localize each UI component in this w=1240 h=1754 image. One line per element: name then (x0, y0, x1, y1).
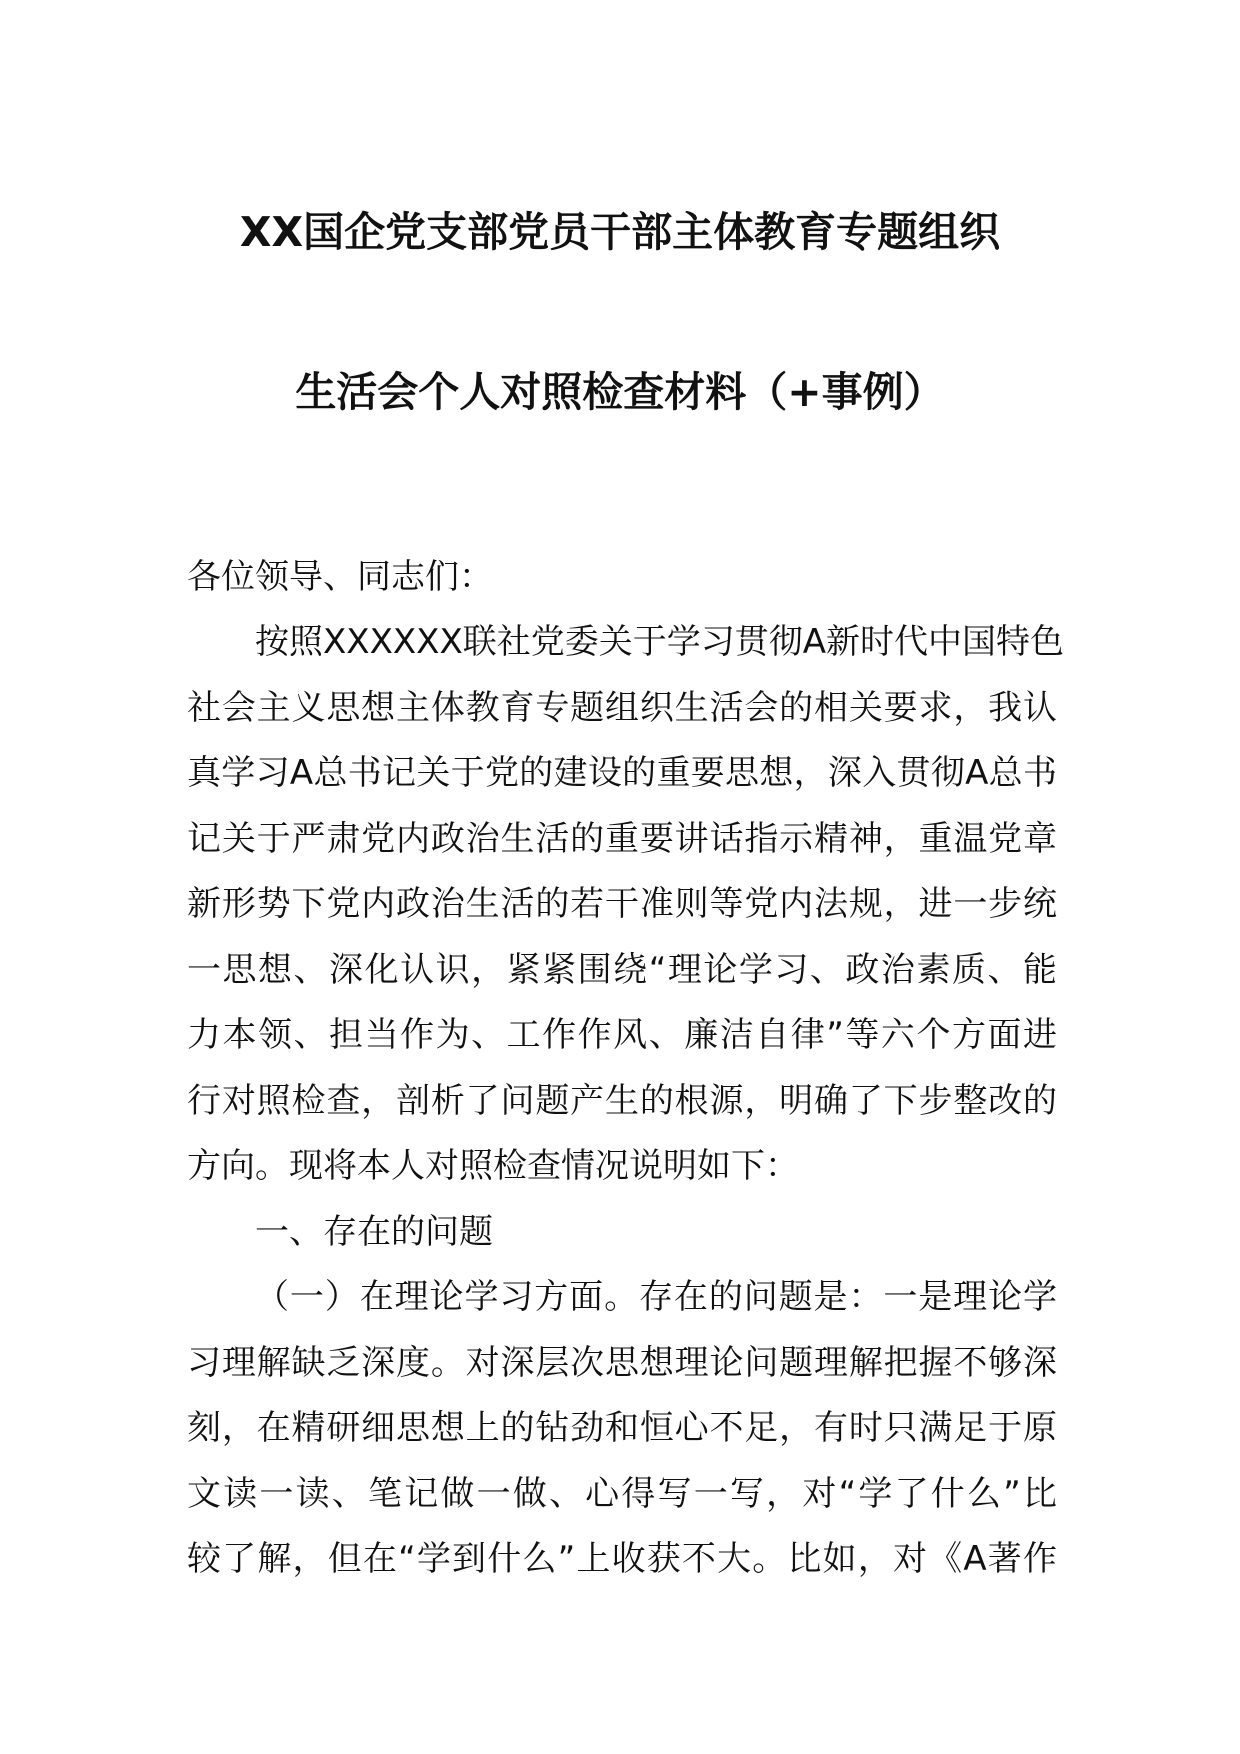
paragraph-line: 行对照检查，剖析了问题产生的根源，明确了下步整改的 (187, 1080, 1057, 1121)
paragraph-line: （一）在理论学习方面。存在的问题是：一是理论学 (255, 1277, 1057, 1317)
document-title-line-1: XX国企党支部党员干部主体教育专题组织 (239, 208, 1001, 256)
paragraph-line: 方向。现将本人对照检查情况说明如下： (187, 1146, 799, 1186)
salutation: 各位领导、同志们： (187, 557, 493, 597)
document-body (187, 610, 1065, 1593)
paragraph-line: 刻，在精研细思想上的钻劲和恒心不足，有时只满足于原 (187, 1408, 1057, 1448)
paragraph-line: 真学习A总书记关于党的建设的重要思想，深入贯彻A总书 (187, 753, 1057, 793)
paragraph-line: 文读一读、笔记做一做、心得写一写，对“学了什么”比 (187, 1473, 1057, 1514)
paragraph-line: 新形势下党内政治生活的若干准则等党内法规，进一步统 (187, 884, 1057, 924)
paragraph-line: 力本领、担当作为、工作作风、廉洁自律”等六个方面进 (187, 1015, 1057, 1055)
paragraph-line: 记关于严肃党内政治生活的重要讲话指示精神，重温党章 (187, 818, 1057, 859)
paragraph-line: 按照XXXXXX联社党委关于学习贯彻A新时代中国特色 (255, 622, 1065, 662)
paragraph-line: 较了解，但在“学到什么”上收获不大。比如，对《A著作 (187, 1539, 1057, 1579)
section-heading: 一、存在的问题 (255, 1211, 493, 1252)
paragraph-line: 一思想、深化认识，紧紧围绕“理论学习、政治素质、能 (187, 949, 1057, 990)
paragraph-line: 习理解缺乏深度。对深层次思想理论问题理解把握不够深 (187, 1342, 1057, 1383)
paragraph-line: 社会主义思想主体教育专题组织生活会的相关要求，我认 (187, 687, 1057, 728)
document-title-line-2: 生活会个人对照检查材料（+事例） (295, 368, 945, 416)
